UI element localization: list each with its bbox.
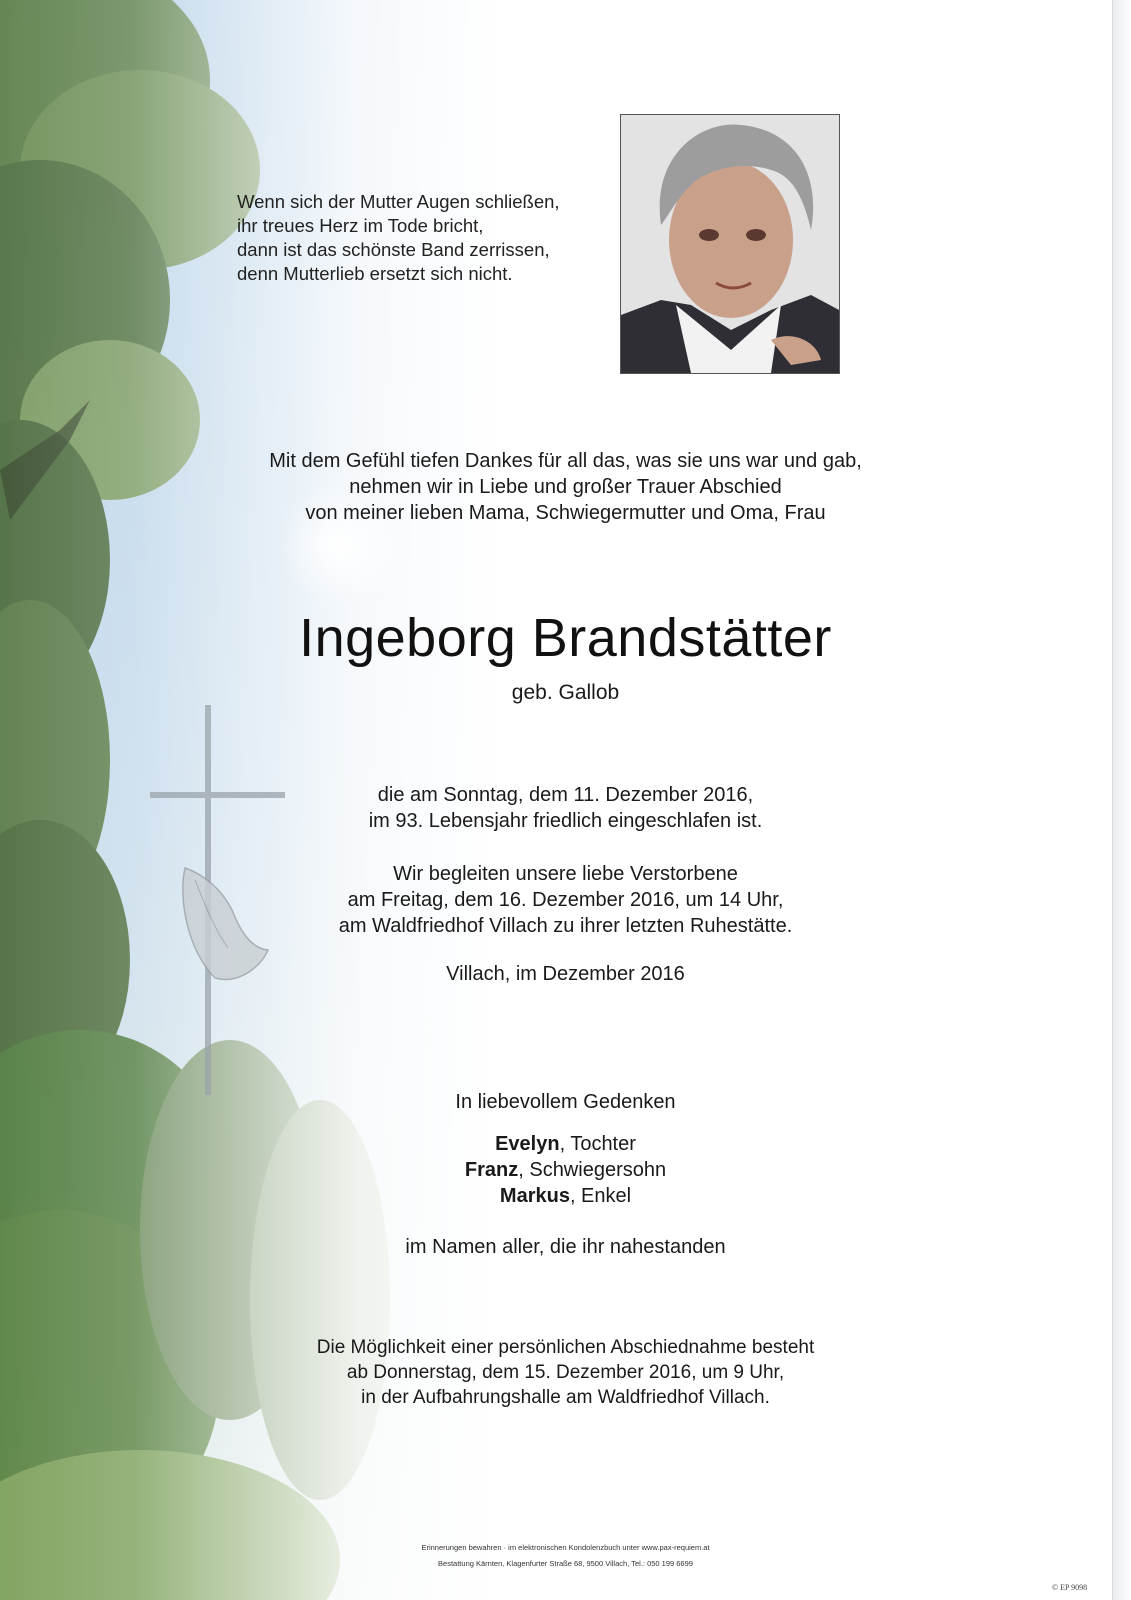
mourner-item (0, 1157, 1131, 1183)
maiden-name: geb. Gallob (511, 681, 620, 704)
mourner-relation: , Enkel (569, 1185, 632, 1207)
viewing-line: in der Aufbahrungshalle am Waldfriedhof Villach. (361, 1387, 770, 1408)
footer-line-condolence: Erinnerungen bewahren · im elektronischen Kondolenzbuch unter www.pax-requiem.at (421, 1543, 710, 1552)
place-date: Villach, im Dezember 2016 (446, 963, 685, 985)
funeral-line: Wir begleiten unsere liebe Verstorbene (393, 863, 738, 885)
intro-line: nehmen wir in Liebe und großer Trauer Abschied (349, 476, 782, 498)
portrait-image (621, 115, 839, 373)
poem (237, 190, 617, 286)
mourner-name: Franz (464, 1159, 519, 1181)
poem-line: ihr treues Herz im Tode bricht, (237, 215, 484, 236)
mourner-relation: , Tochter (559, 1133, 636, 1155)
mourner-name: Evelyn (495, 1133, 560, 1155)
funeral-info (0, 861, 1131, 939)
poem-line: Wenn sich der Mutter Augen schließen, (237, 191, 560, 212)
mourner-item (0, 1183, 1131, 1209)
viewing-line: Die Möglichkeit einer persönlichen Abschiednahme besteht (316, 1337, 815, 1358)
death-notice (0, 782, 1131, 834)
memory-heading: In liebevollem Gedenken (455, 1091, 676, 1113)
intro-line: von meiner lieben Mama, Schwiegermutter und Oma, Frau (305, 502, 826, 524)
mourner-relation: , Schwiegersohn (518, 1159, 667, 1181)
death-line: im 93. Lebensjahr friedlich eingeschlafen ist. (368, 810, 763, 832)
template-code: © EP 9098 (1052, 1583, 1088, 1592)
intro-line: Mit dem Gefühl tiefen Dankes für all das, was sie uns war und gab, (269, 450, 862, 472)
poem-line: dann ist das schönste Band zerrissen, (237, 239, 550, 260)
mourners-list (0, 1131, 1131, 1209)
viewing-info (0, 1335, 1131, 1410)
mourner-name: Markus (499, 1185, 570, 1207)
portrait-photo (620, 114, 840, 374)
funeral-line: am Freitag, dem 16. Dezember 2016, um 14 Uhr, (347, 889, 784, 911)
funeral-line: am Waldfriedhof Villach zu ihrer letzten Ruhestätte. (338, 915, 793, 937)
viewing-line: ab Donnerstag, dem 15. Dezember 2016, um 9 Uhr, (346, 1362, 785, 1383)
mourner-item (0, 1131, 1131, 1157)
all-names-line: im Namen aller, die ihr nahestanden (405, 1236, 726, 1258)
poem-line: denn Mutterlieb ersetzt sich nicht. (237, 263, 513, 284)
footer (0, 1542, 1131, 1574)
deceased-name: Ingeborg Brandstätter (299, 608, 832, 668)
footer-line-address: Bestattung Kärnten, Klagenfurter Straße 68, 9500 Villach, Tel.: 050 199 6699 (438, 1559, 693, 1568)
intro-text (0, 448, 1131, 526)
death-line: die am Sonntag, dem 11. Dezember 2016, (377, 784, 754, 806)
